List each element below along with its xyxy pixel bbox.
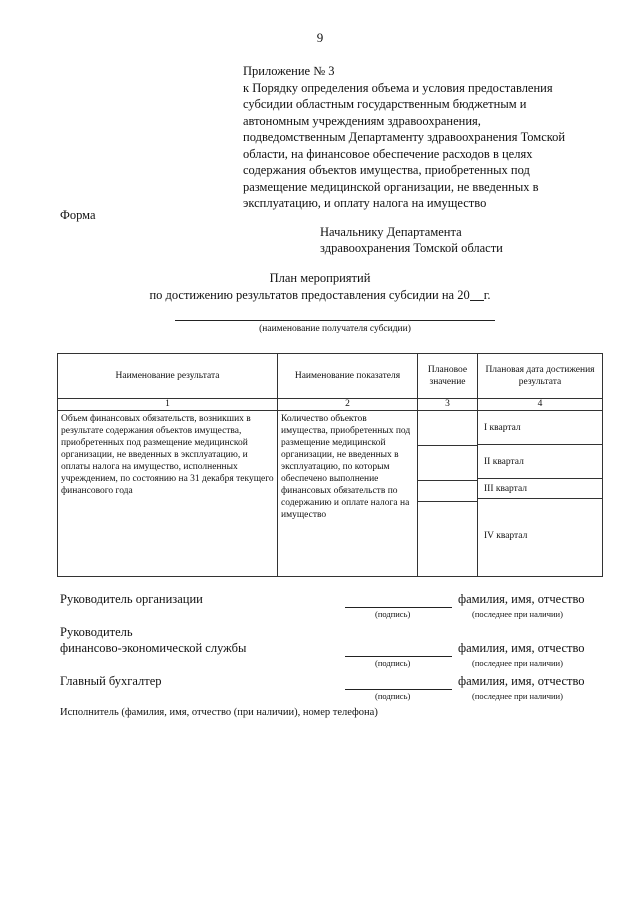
addressee	[320, 224, 503, 256]
header-planned-date: Плановая дата достижения результата	[478, 354, 603, 399]
year-blank	[470, 288, 484, 301]
addressee-line-1: Начальнику Департамента	[320, 225, 462, 239]
column-number: 1	[58, 399, 278, 411]
appendix-line: субсидии областным государственным бюджетным и	[243, 97, 527, 111]
quarter-4: IV квартал	[484, 531, 528, 541]
quarter-3: III квартал	[478, 479, 602, 499]
executor-line: Исполнитель (фамилия, имя, отчество (при наличии), номер телефона)	[60, 707, 378, 718]
appendix-line: подведомственным Департаменту здравоохранения Томской	[243, 130, 566, 144]
appendix-line: содержания объектов имущества, приобретенных под	[243, 163, 530, 177]
signature-hint: (подпись)	[375, 609, 411, 619]
planned-value-cell	[418, 411, 478, 577]
signature-block-director	[60, 592, 605, 622]
planned-date-cell	[478, 411, 603, 577]
appendix-line: эксплуатацию, и оплату налога на имущество	[243, 196, 487, 210]
signature-name: фамилия, имя, отчество	[458, 641, 585, 655]
name-hint: (последнее при наличии)	[472, 609, 563, 619]
signature-role-continued: финансово-экономической службы	[60, 641, 247, 655]
signature-hint: (подпись)	[375, 658, 411, 668]
column-number: 3	[418, 399, 478, 411]
header-result: Наименование результата	[58, 354, 278, 399]
appendix-title: Приложение № 3	[243, 64, 335, 78]
quarter-1: I квартал	[478, 411, 602, 445]
addressee-line-2: здравоохранения Томской области	[320, 241, 503, 255]
name-hint: (последнее при наличии)	[472, 658, 563, 668]
appendix-block	[243, 63, 613, 212]
form-label: Форма	[60, 208, 96, 222]
signature-hint: (подпись)	[375, 691, 411, 701]
signature-role: Главный бухгалтер	[60, 674, 162, 688]
plan-subtitle-prefix: по достижению результатов предоставления субсидии на 20	[149, 288, 470, 302]
table-number-row	[58, 399, 603, 411]
planned-value-q1	[418, 411, 477, 446]
column-number: 4	[478, 399, 603, 411]
plan-table	[57, 353, 603, 577]
indicator-cell: Количество объектов имущества, приобретенных под размещение медицинской организации, не введенных в эксплуатацию, по которым обеспечено выполнение финансовых обязательств по содержанию и оплате налога на имущество	[278, 411, 418, 577]
appendix-line: к Порядку определения объема и условия предоставления	[243, 80, 553, 95]
plan-title: План мероприятий	[269, 271, 371, 285]
name-hint: (последнее при наличии)	[472, 691, 563, 701]
appendix-line: области, на финансовое обеспечение расходов в целях	[243, 146, 533, 161]
recipient-line	[175, 320, 495, 321]
header-indicator: Наименование показателя	[278, 354, 418, 399]
plan-subtitle-suffix: г.	[483, 288, 491, 302]
planned-value-q2	[418, 446, 477, 481]
planned-value-q4	[418, 502, 477, 576]
table-row	[58, 411, 603, 577]
signature-name: фамилия, имя, отчество	[458, 592, 585, 606]
header-planned-value: Плановое значение	[418, 354, 478, 399]
signature-line	[345, 607, 452, 608]
page-number: 9	[316, 30, 324, 45]
planned-value-q3	[418, 481, 477, 502]
appendix-line: автономным учреждениям здравоохранения,	[243, 113, 481, 128]
appendix-line: размещение медицинской организации, не введенных в	[243, 179, 539, 194]
signature-line	[345, 689, 452, 690]
plan-heading	[0, 270, 640, 304]
signature-block-finance-head	[60, 625, 605, 670]
plan-subtitle	[0, 287, 640, 304]
signature-role: Руководитель	[60, 625, 133, 639]
signature-line	[345, 656, 452, 657]
signature-block-chief-accountant	[60, 674, 605, 704]
signature-name: фамилия, имя, отчество	[458, 674, 585, 688]
result-cell: Объем финансовых обязательств, возникших в результате содержания объектов имущества, приобретенных под размещение медицинской организации, не введенных в эксплуатацию, и оплаты налога на имущество, исполненных учреждением, по состоянию на 31 декабря текущего финансового года	[58, 411, 278, 577]
signature-role: Руководитель организации	[60, 592, 203, 606]
recipient-hint: (наименование получателя субсидии)	[259, 324, 411, 334]
table-header-row	[58, 354, 603, 399]
quarter-2: II квартал	[478, 445, 602, 479]
column-number: 2	[278, 399, 418, 411]
